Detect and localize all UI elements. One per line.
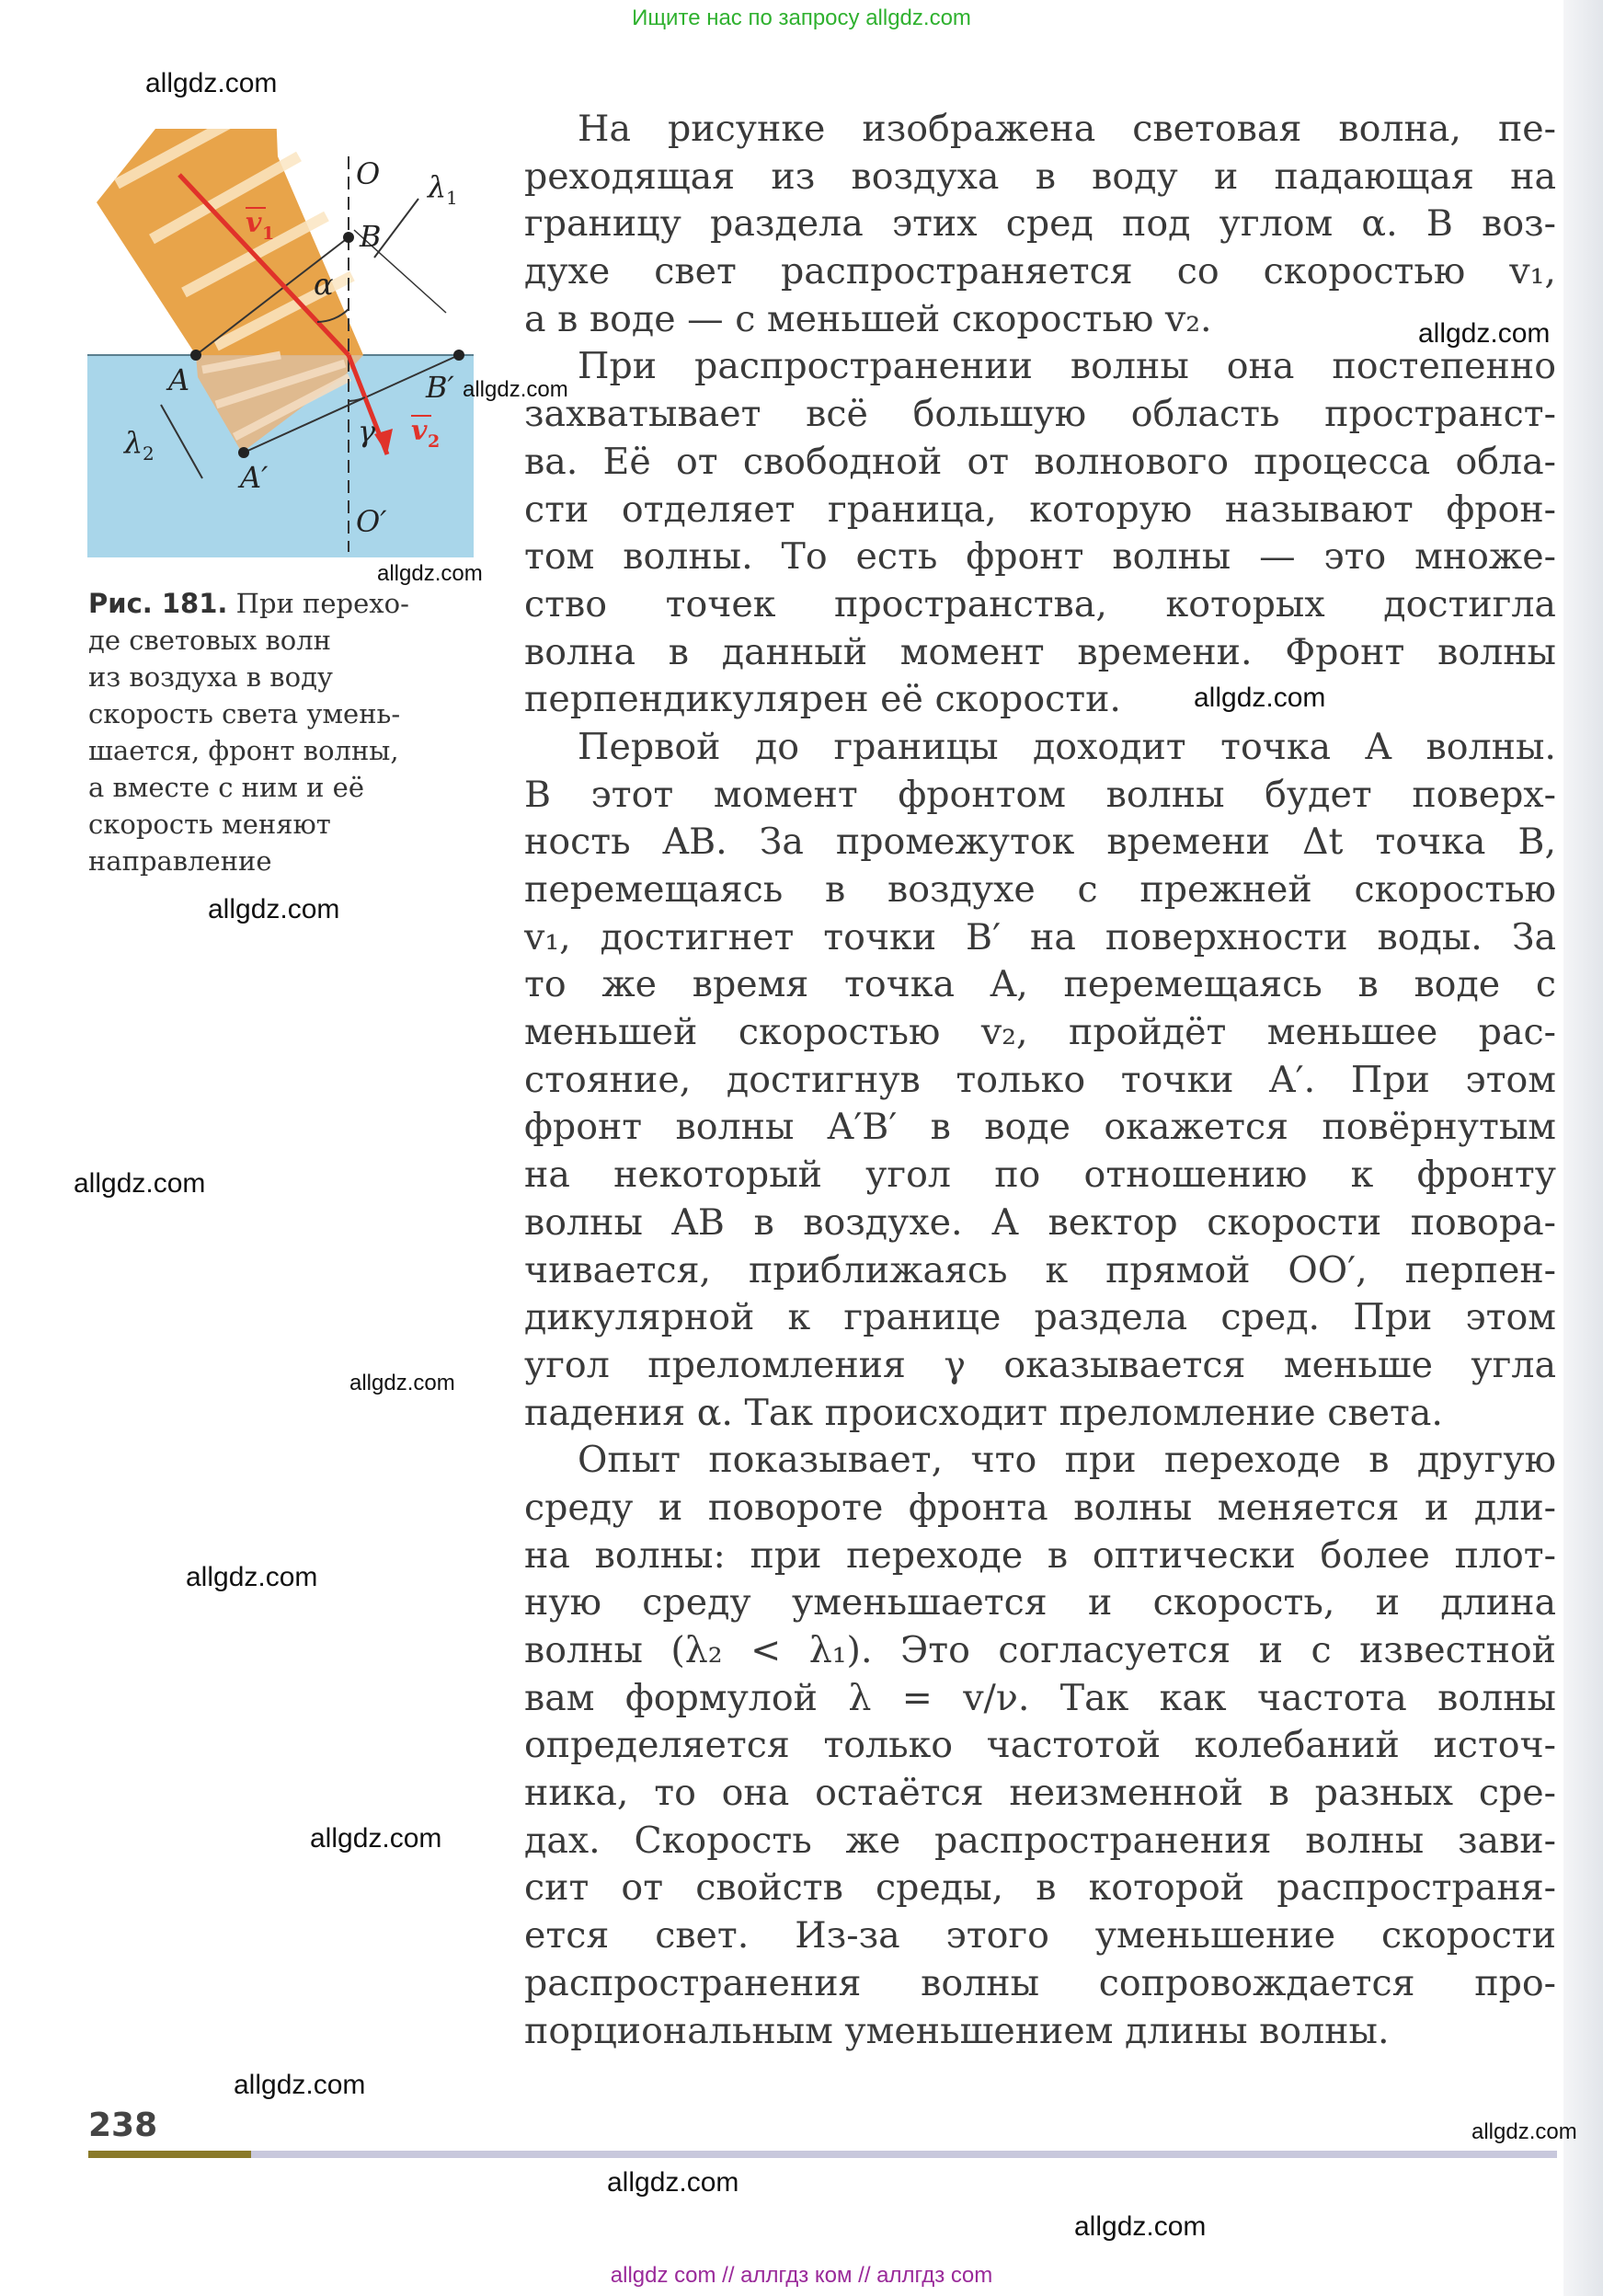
top-banner[interactable]: Ищите нас по запросу allgdz.com	[632, 6, 971, 30]
text-line: дах. Скорость же распространения волны зави-	[524, 1819, 1556, 1862]
label-gamma: γ	[358, 414, 376, 449]
watermark: allgdz.com	[186, 1562, 318, 1592]
text-line: фронт волны A′B′ в воде окажется повёрнутым	[524, 1106, 1556, 1149]
page-number: 238	[88, 2107, 158, 2144]
text-line: чивается, приближаясь к прямой OO′, перпен-	[524, 1248, 1556, 1292]
label-v2: v	[411, 415, 428, 447]
text-line: Первой до границы доходит точка A волны.	[578, 725, 1556, 768]
label-lambda2: λ	[124, 425, 143, 460]
label-v2-sub: 2	[428, 431, 441, 452]
label-alpha: α	[314, 267, 334, 302]
watermark: allgdz.com	[1418, 318, 1551, 349]
watermark: allgdz.com	[607, 2167, 739, 2198]
text-line: падения α. Так происходит преломление света.	[524, 1391, 1443, 1434]
watermark: allgdz.com	[1194, 683, 1326, 713]
label-B-prime: B′	[426, 370, 454, 405]
label-lambda2-sub: 2	[143, 442, 155, 465]
text-line: захватывает всё большую область пространст-	[524, 393, 1556, 436]
text-line: том волны. То есть фронт волны — это множе-	[524, 535, 1556, 579]
caption-line-3: из воздуха в воду	[88, 661, 333, 693]
point-B	[343, 232, 354, 243]
point-A-prime	[238, 447, 249, 458]
text-line: В этот момент фронтом волны будет поверх-	[524, 773, 1556, 816]
text-line: угол преломления γ оказывается меньше угла	[524, 1343, 1556, 1386]
text-line: перемещаясь в воздухе с прежней скоростью	[524, 868, 1556, 911]
text-line: определяется только частотой колебаний источ-	[524, 1724, 1556, 1767]
watermark: allgdz.com	[1074, 2211, 1207, 2242]
text-line: v₁, достигнет точки B′ на поверхности воды. За	[524, 915, 1556, 959]
text-line: волна в данный момент времени. Фронт волны	[524, 630, 1556, 673]
watermark: allgdz.com	[377, 561, 483, 586]
text-line: перпендикулярен её скорости.	[524, 678, 1121, 721]
label-A-prime: A′	[240, 460, 269, 495]
figure-181-diagram	[87, 129, 474, 557]
text-line: на волны: при переходе в оптически более плот-	[524, 1533, 1556, 1577]
caption-line-6: а вместе с ним и её	[88, 772, 364, 803]
watermark: allgdz.com	[1471, 2119, 1577, 2144]
watermark: allgdz.com	[349, 1371, 455, 1395]
text-line: сти отделяет граница, которую называют фрон-	[524, 488, 1556, 531]
caption-number: Рис. 181.	[88, 588, 228, 619]
label-O-prime: O′	[356, 504, 387, 539]
caption-line-1	[88, 585, 475, 622]
text-line: порциональным уменьшением длины волны.	[524, 2009, 1390, 2052]
text-line: волны (λ₂ < λ₁). Это согласуется и с известной	[524, 1629, 1556, 1671]
label-lambda1: λ	[428, 169, 447, 204]
watermark: allgdz.com	[145, 68, 278, 98]
watermark: allgdz.com	[208, 894, 340, 924]
text-line: сит от свойств среды, в которой распространя-	[524, 1866, 1556, 1910]
text-line: меньшей скоростью v₂, пройдёт меньшее рас-	[524, 1011, 1556, 1054]
label-v1-sub: 1	[262, 224, 275, 244]
caption-text-1: При перехо-	[227, 588, 409, 619]
text-line: границу раздела этих сред под углом α. В воз-	[524, 202, 1556, 246]
figure-caption	[88, 585, 475, 879]
caption-line-8: направление	[88, 845, 272, 877]
text-line: ника, то она остаётся неизменной в разных сре-	[524, 1772, 1556, 1815]
text-line: ную среду уменьшается и скорость, и длина	[524, 1581, 1556, 1624]
text-line: На рисунке изображена световая волна, пе-	[578, 108, 1556, 150]
label-lambda1-sub: 1	[446, 187, 458, 209]
page-edge-shadow	[1563, 0, 1603, 2296]
point-A	[190, 350, 201, 361]
text-line: ва. Её от свободной от волнового процесса обла-	[524, 440, 1556, 483]
text-line: на некоторый угол по отношению к фронту	[524, 1154, 1556, 1197]
text-line: то же время точка A, перемещаясь в воде с	[524, 963, 1556, 1006]
text-line: ство точек пространства, которых достигла	[524, 582, 1556, 626]
text-line: реходящая из воздуха в воду и падающая на	[524, 155, 1556, 198]
caption-line-2: де световых волн	[88, 625, 331, 656]
text-line: стояние, достигнув только точки A′. При этом	[524, 1058, 1556, 1101]
point-B-prime	[453, 350, 464, 361]
caption-line-7: скорость меняют	[88, 809, 331, 840]
text-line: распространения волны сопровождается про-	[524, 1961, 1556, 2004]
text-line: духе свет распространяется со скоростью v₁,	[524, 250, 1556, 293]
footer-rule-accent	[88, 2151, 251, 2158]
label-A: A	[168, 362, 190, 397]
text-line: дикулярной к границе раздела сред. При этом	[524, 1296, 1556, 1339]
watermark: allgdz.com	[463, 377, 568, 402]
watermark: allgdz.com	[74, 1168, 206, 1199]
label-B: B	[360, 219, 382, 254]
caption-line-4: скорость света умень-	[88, 698, 401, 729]
text-line: волны AB в воздухе. А вектор скорости повора-	[524, 1200, 1556, 1244]
body-text	[524, 106, 1556, 2055]
label-O: O	[356, 156, 381, 191]
watermark: allgdz.com	[234, 2070, 366, 2100]
caption-line-5: шается, фронт волны,	[88, 735, 399, 766]
footer-rule	[251, 2151, 1557, 2158]
text-line: а в воде — с меньшей скоростью v₂.	[524, 297, 1212, 340]
text-line: вам формулой λ = v/ν. Так как частота волны	[524, 1676, 1556, 1719]
text-line: При распространении волны она постепенно	[578, 345, 1556, 388]
footer-links[interactable]: allgdz com // аллгдз ком // аллгдз com	[610, 2263, 993, 2288]
text-line: среду и повороте фронта волны меняется и дли-	[524, 1486, 1556, 1529]
label-v1: v	[246, 207, 262, 239]
text-line: ется свет. Из-за этого уменьшение скорости	[524, 1914, 1556, 1957]
text-line: ность AB. За промежуток времени Δt точка B,	[524, 821, 1556, 864]
text-line: Опыт показывает, что при переходе в другую	[578, 1439, 1556, 1482]
watermark: allgdz.com	[310, 1823, 442, 1854]
